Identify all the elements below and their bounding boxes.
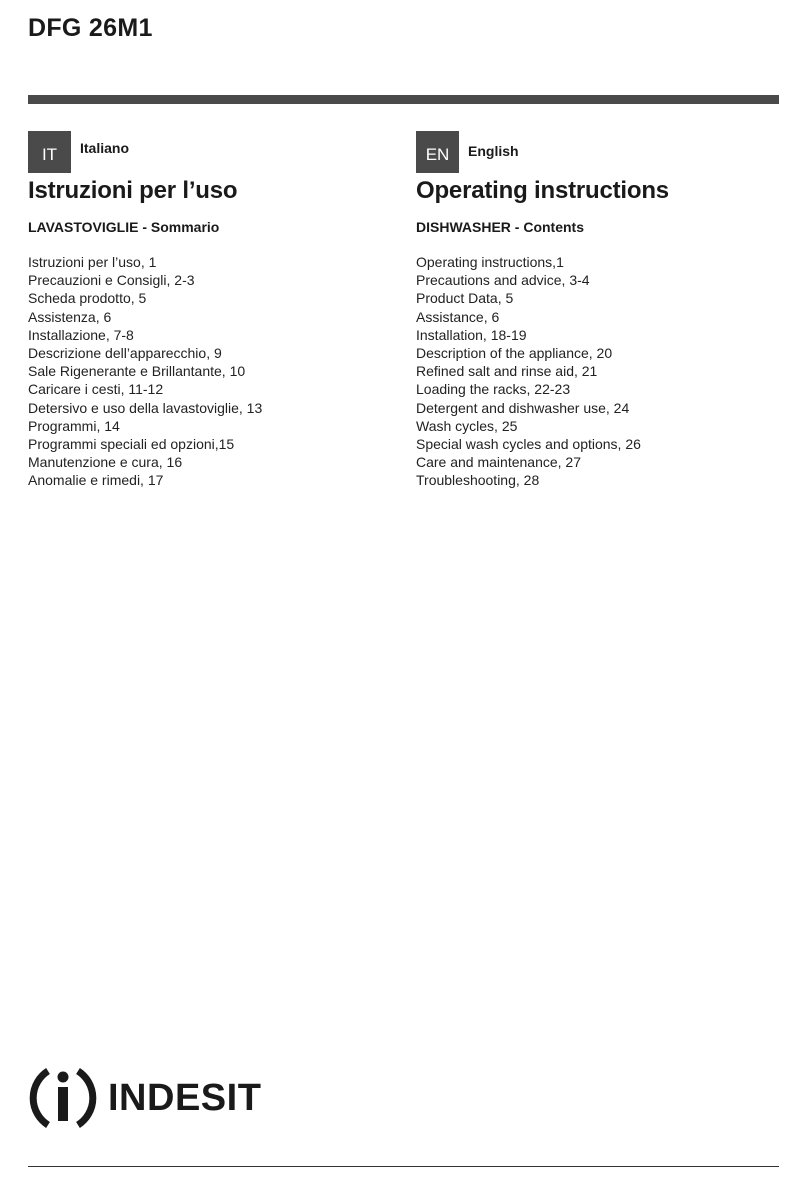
italian-section xyxy=(28,131,388,490)
list-item: Description of the appliance, 20 xyxy=(416,345,613,362)
italian-language-name: Italiano xyxy=(80,140,130,156)
list-item: Product Data, 5 xyxy=(416,290,514,307)
english-contents-list xyxy=(416,253,776,490)
list-item: Manutenzione e cura, 16 xyxy=(28,454,183,471)
list-item: Wash cycles, 25 xyxy=(416,417,518,434)
italian-contents-list xyxy=(28,253,388,490)
english-subtitle: DISHWASHER - Contents xyxy=(416,219,584,235)
footer-divider xyxy=(28,1166,779,1167)
indesit-logo-icon xyxy=(28,1063,98,1133)
english-language-name: English xyxy=(468,143,519,159)
list-item: Programmi, 14 xyxy=(28,417,120,434)
list-item: Operating instructions,1 xyxy=(416,254,564,270)
list-item: Installation, 18-19 xyxy=(416,326,527,343)
list-item: Troubleshooting, 28 xyxy=(416,472,540,489)
list-item: Descrizione dell’apparecchio, 9 xyxy=(28,345,222,362)
english-language-header xyxy=(416,131,776,173)
list-item: Precauzioni e Consigli, 2-3 xyxy=(28,272,195,289)
italian-language-header xyxy=(28,131,388,173)
model-number: DFG 26M1 xyxy=(28,14,153,42)
list-item: Programmi speciali ed opzioni,15 xyxy=(28,436,235,453)
list-item: Refined salt and rinse aid, 21 xyxy=(416,363,598,380)
brand-logo xyxy=(28,1063,261,1133)
list-item: Assistenza, 6 xyxy=(28,308,112,325)
list-item: Assistance, 6 xyxy=(416,308,500,325)
italian-language-badge: IT xyxy=(28,131,71,173)
list-item: Anomalie e rimedi, 17 xyxy=(28,472,164,489)
list-item: Installazione, 7-8 xyxy=(28,326,134,343)
english-title: Operating instructions xyxy=(416,177,669,204)
italian-subtitle: LAVASTOVIGLIE - Sommario xyxy=(28,219,220,235)
list-item: Detersivo e uso della lavastoviglie, 13 xyxy=(28,399,263,416)
list-item: Detergent and dishwasher use, 24 xyxy=(416,399,630,416)
header-divider xyxy=(28,95,779,104)
list-item: Scheda prodotto, 5 xyxy=(28,290,147,307)
list-item: Precautions and advice, 3-4 xyxy=(416,272,590,289)
english-section xyxy=(416,131,776,490)
italian-title: Istruzioni per l’uso xyxy=(28,177,238,204)
list-item: Caricare i cesti, 11-12 xyxy=(28,381,164,398)
list-item: Sale Rigenerante e Brillantante, 10 xyxy=(28,363,246,380)
list-item: Loading the racks, 22-23 xyxy=(416,381,571,398)
english-language-badge: EN xyxy=(416,131,459,173)
list-item: Special wash cycles and options, 26 xyxy=(416,436,641,453)
brand-name: INDESIT xyxy=(108,1077,262,1119)
list-item: Istruzioni per l’uso, 1 xyxy=(28,254,157,270)
list-item: Care and maintenance, 27 xyxy=(416,454,581,471)
